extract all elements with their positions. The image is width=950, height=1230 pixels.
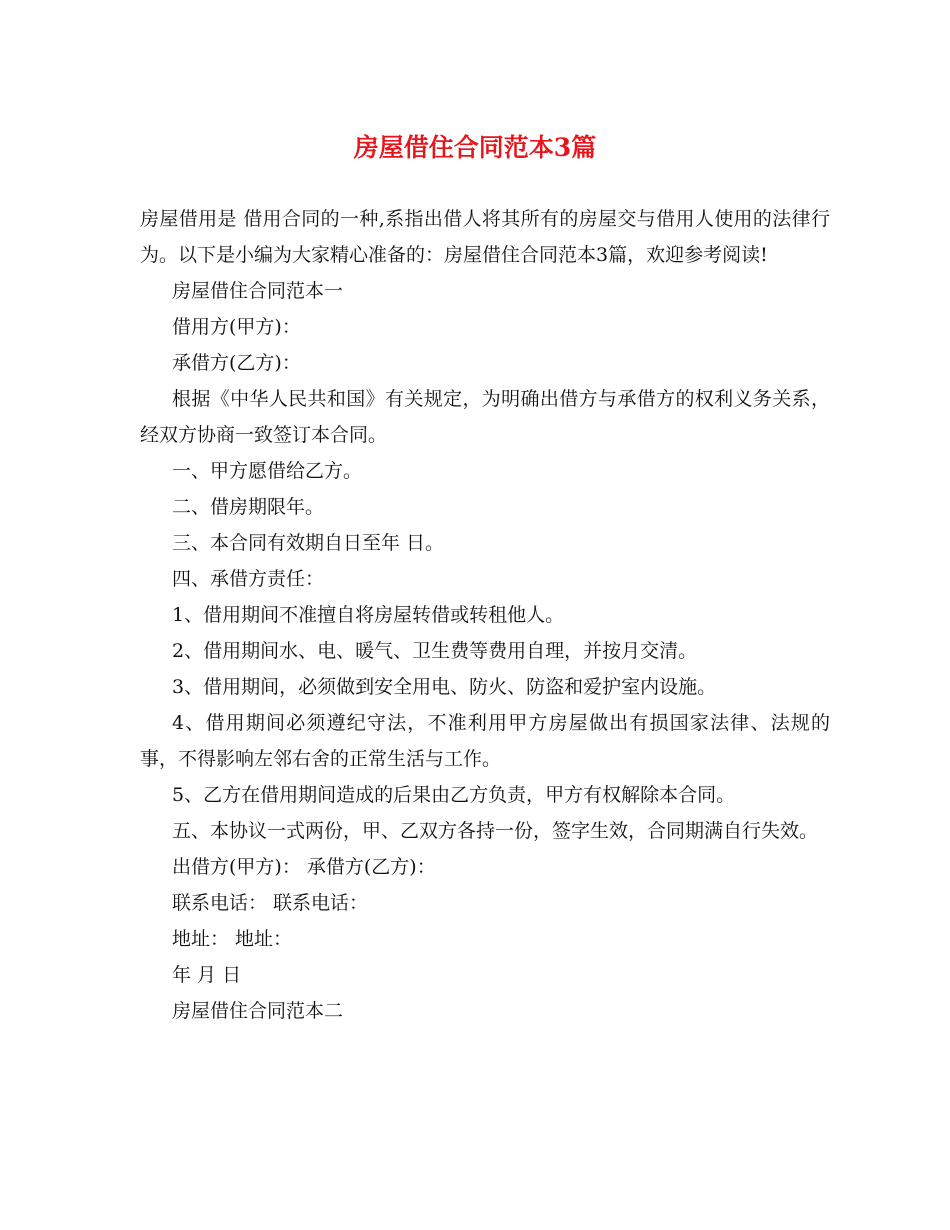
clause-3: 三、本合同有效期自日至年 日。 <box>172 532 445 554</box>
signature-phones: 联系电话： 联系电话： <box>172 892 369 914</box>
document-title: 房屋借住合同范本3篇 <box>353 133 597 162</box>
clause-4: 四、承借方责任： <box>172 568 325 590</box>
signature-addresses: 地址： 地址： <box>172 928 293 950</box>
signature-date: 年 月 日 <box>172 964 242 986</box>
clause-4-item-3: 3、借用期间，必须做到安全用电、防火、防盗和爱护室内设施。 <box>172 676 717 698</box>
basis-paragraph: 根据《中华人民共和国》有关规定，为明确出借方与承借方的权利义务关系，经双方协商一致签订本合同。 <box>140 388 830 446</box>
clause-5: 五、本协议一式两份，甲、乙双方各持一份，签字生效，合同期满自行失效。 <box>172 820 819 842</box>
clause-1: 一、甲方愿借给乙方。 <box>172 460 363 482</box>
clause-4-item-2: 2、借用期间水、电、暖气、卫生费等费用自理，并按月交清。 <box>172 640 698 662</box>
section-heading-2: 房屋借住合同范本二 <box>172 1000 344 1022</box>
intro-paragraph: 房屋借用是 借用合同的一种,系指出借人将其所有的房屋交与借用人使用的法律行为。以下是小编为大家精心准备的：房屋借住合同范本3篇，欢迎参考阅读! <box>140 208 830 266</box>
clause-4-item-1: 1、借用期间不准擅自将房屋转借或转租他人。 <box>172 604 565 626</box>
clause-4-item-4: 4、借用期间必须遵纪守法，不准利用甲方房屋做出有损国家法律、法规的事，不得影响左邻右舍的正常生活与工作。 <box>140 712 830 770</box>
clause-4-item-5: 5、乙方在借用期间造成的后果由乙方负责，甲方有权解除本合同。 <box>172 784 736 806</box>
signature-parties: 出借方(甲方)： 承借方(乙方)： <box>172 856 436 878</box>
document-body <box>140 201 830 1029</box>
clause-2: 二、借房期限年。 <box>172 496 325 518</box>
section-heading-1: 房屋借住合同范本一 <box>172 280 344 302</box>
party-b-line: 承借方(乙方)： <box>172 352 301 374</box>
party-a-line: 借用方(甲方)： <box>172 316 301 338</box>
